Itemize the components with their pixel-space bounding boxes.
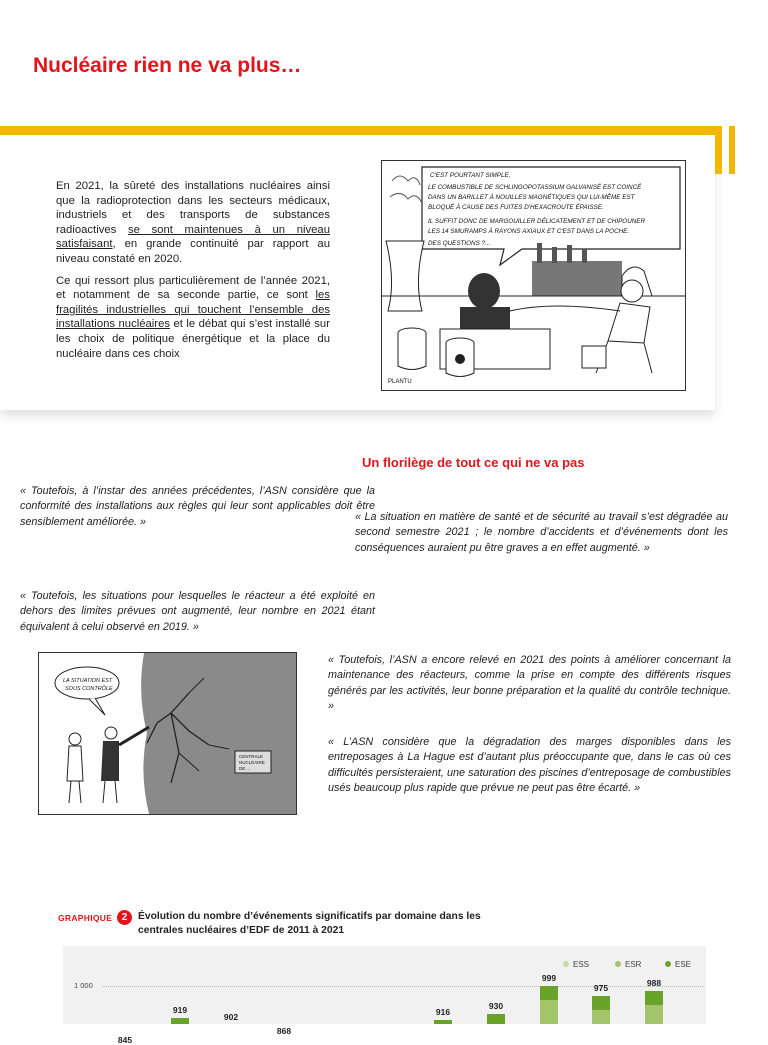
intro-paragraph-2: Ce qui ressort plus particulièrement de l’année 2021, et notamment de sa seconde partie, ce sont les fragilités industrielles qui touchent l’ensemble des installations nucléaires et le débat qui s’est installé sur les choix de politique énergétique et la place du nucléaire dans ces choix (56, 274, 330, 360)
speech-line: IL SUFFIT DONC DE MARGOUILLER DÉLICATEMENT ET DE CHIPOUNER (428, 218, 646, 225)
legend-ess: ESS (563, 960, 589, 969)
plate-line: DE ... (239, 766, 251, 771)
chart-bar (592, 996, 610, 1024)
plate-line: CENTRALE (239, 754, 264, 759)
chart-number-badge: 2 (117, 910, 132, 925)
legend-esr: ESR (615, 960, 641, 969)
speech-line: DES QUESTIONS ?... (428, 240, 491, 247)
chart-bar (434, 1020, 452, 1024)
intro-text (56, 179, 330, 368)
bar-value-label: 999 (541, 973, 557, 984)
bar-value-label: 930 (488, 1001, 504, 1011)
bar-value-label: 916 (435, 1006, 451, 1017)
chart-title: Évolution du nombre d’événements significatifs par domaine dans les centrales nucléaires d’EDF de 2011 à 2021 (138, 911, 481, 936)
bar-value-label: 975 (593, 983, 609, 993)
chart-bar (645, 991, 663, 1024)
bar-value-label: 868 (276, 1025, 292, 1036)
page-title: Nucléaire rien ne va plus… (33, 54, 302, 77)
quote-operating-limits: « Toutefois, les situations pour lesquelles le réacteur a été exploité en dehors des limites prévues ont augmenté, leur nombre en 2021 étant équivalent à celui observé en 2019. » (20, 590, 375, 633)
quote-maintenance: « Toutefois, l’ASN a encore relevé en 2021 des points à améliorer concernant la maintenance des réacteurs, comme la prise en compte des différents risques générés par les activités, leur bonne préparation et la qualité du contrôle technique. » (328, 654, 731, 713)
speech-line: BLOQUÉ À CAUSE DES FUITES D'HEXACROUTE ÉPAISSE. (428, 204, 604, 211)
yellow-accent-2 (729, 126, 735, 174)
section-subheading: Un florilège de tout ce qui ne va pas (362, 455, 585, 470)
quote-conformity: « Toutefois, à l’instar des années précédentes, l’ASN considère que la conformité des installations aux règles qui leur sont applicables doit être sensiblement améliorée. » (20, 485, 375, 528)
quote-health-safety: « La situation en matière de santé et de sécurité au travail s’est dégradée au second semestre 2021 ; le nombre d’accidents et d’événements dont les conséquences auraient pu être graves a en effet augmenté. » (355, 511, 728, 554)
bar-value-label: 845 (117, 1035, 133, 1045)
legend-dot (615, 961, 621, 967)
chart-bar (540, 986, 558, 1024)
speech-line: C'EST POURTANT SIMPLE, (430, 172, 511, 179)
chart-tag: GRAPHIQUE (58, 913, 113, 923)
chart-bar (487, 1014, 505, 1024)
bar-value-label: 988 (646, 977, 662, 988)
speech-line: LA SITUATION EST (63, 678, 113, 684)
cartoon-nuclear-worker (381, 160, 686, 391)
yellow-rule (0, 126, 720, 135)
quote-la-hague: « L’ASN considère que la dégradation des marges disponibles dans les entreposages à La Hague est d’autant plus préoccupante que, dans le cas où ces difficultés persisteraient, une saturation des piscines d’entreposage de combustibles usés beaucoup plus rapide que prévue ne peut pas être écarté. » (328, 736, 731, 795)
speech-line: SOUS CONTRÔLE (65, 686, 113, 692)
chart-bar (171, 1018, 189, 1024)
speech-line: DANS UN BARILLET À NOUILLES MAGNÉTIQUES QUI LUI-MÊME EST (428, 194, 635, 201)
cartoon-1-signature: PLANTU (388, 379, 412, 385)
y-tick-label: 1 000 (74, 981, 93, 990)
plate-line: NUCLÉAIRE (239, 760, 265, 765)
bar-value-label: 902 (223, 1012, 239, 1023)
cartoon-1-drawing (382, 161, 685, 390)
speech-line: LE COMBUSTIBLE DE SCHLINGOPOTASSIUM GALVANISÉ EST COINCÉ (428, 184, 642, 191)
cartoon-2-drawing (39, 653, 296, 814)
legend-dot (665, 961, 671, 967)
intro-paragraph-1: En 2021, la sûreté des installations nucléaires ainsi que la radioprotection dans les secteurs médicaux, industriels et des transports de substances radioactives se sont maintenues à un niveau satisfaisant, en grande continuité par rapport au niveau constaté en 2020. (56, 180, 330, 265)
bar-value-label: 919 (172, 1005, 188, 1016)
legend-dot (563, 961, 569, 967)
yellow-accent-1 (715, 126, 722, 174)
legend-ese: ESE (665, 960, 691, 969)
speech-line: LES 14 SMURAMPS À RAYONS AXIAUX ET C'EST DANS LA POCHE. (428, 228, 630, 235)
cartoon-cracked-reactor (38, 652, 297, 815)
